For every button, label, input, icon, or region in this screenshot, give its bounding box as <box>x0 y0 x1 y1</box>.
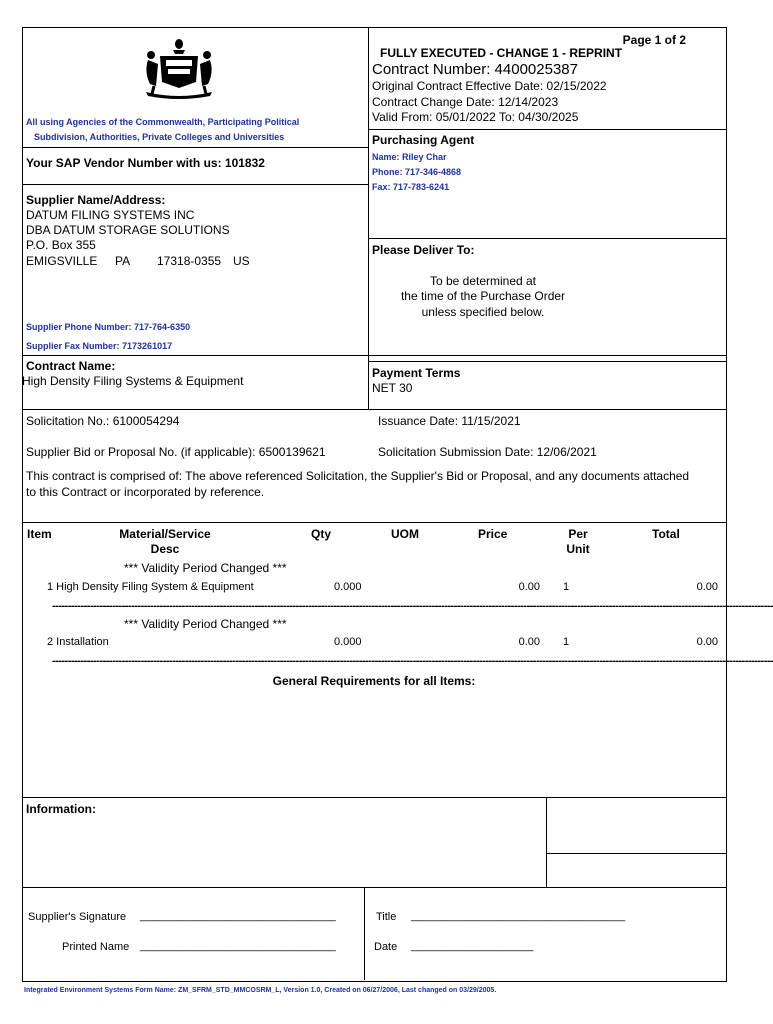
row-separator: ------------------------------------------------------------------------------------------------------------------------------------------------------------------------------------------------------------------------------------ <box>52 655 773 667</box>
comprised-line-1: This contract is comprised of: The above referenced Solicitation, the Supplier's Bid or Proposal, and any documents attached <box>26 469 690 483</box>
rule <box>22 522 726 523</box>
agencies-line-2: Subdivision, Authorities, Private Colleges and Universities <box>34 132 285 142</box>
rule <box>368 129 726 130</box>
date-label: Date <box>374 941 398 953</box>
form-footer: Integrated Environment Systems Form Name: ZM_SFRM_STD_MMCOSRM_L, Version 1.0, Created on 06/27/2006, Last changed on 03/29/2005. <box>24 987 497 994</box>
rule <box>22 409 726 410</box>
col-item: Item <box>27 527 52 541</box>
sap-vendor-number: Your SAP Vendor Number with us: 101832 <box>26 156 265 170</box>
issuance-date: Issuance Date: 11/15/2021 <box>378 414 521 428</box>
seal-icon <box>140 38 218 100</box>
agencies-line-1: All using Agencies of the Commonwealth, Participating Political <box>26 117 300 127</box>
col-price: Price <box>478 527 508 541</box>
information-heading: Information: <box>26 802 96 816</box>
row-total: 0.00 <box>696 636 718 648</box>
col-qty: Qty <box>311 527 332 541</box>
printed-name-line[interactable]: ________________________________ <box>140 940 336 952</box>
row-desc: 1 High Density Filing System & Equipment <box>47 581 254 593</box>
solicitation-number: Solicitation No.: 6100054294 <box>26 414 180 428</box>
row-note: *** Validity Period Changed *** <box>124 561 287 575</box>
agent-fax: Fax: 717-783-6241 <box>372 182 450 192</box>
col-material: Material/Service <box>119 527 211 541</box>
title-label: Title <box>376 911 397 923</box>
agent-name: Name: Riley Char <box>372 152 447 162</box>
rule <box>22 797 726 798</box>
comprised-line-2: to this Contract or incorporated by reference. <box>26 485 265 499</box>
deliver-line-2: the time of the Purchase Order <box>400 289 566 303</box>
row-price: 0.00 <box>518 581 540 593</box>
header-divider <box>368 27 369 409</box>
supplier-zip: 17318-0355 <box>157 254 222 268</box>
row-qty: 0.000 <box>334 636 362 648</box>
rule <box>22 184 368 185</box>
row-total: 0.00 <box>696 581 718 593</box>
row-note: *** Validity Period Changed *** <box>124 617 287 631</box>
sig-divider <box>364 887 365 980</box>
deliver-line-3: unless specified below. <box>421 305 545 319</box>
page-indicator: Page 1 of 2 <box>622 33 686 47</box>
contract-status: FULLY EXECUTED - CHANGE 1 - REPRINT <box>380 46 623 60</box>
printed-name-label: Printed Name <box>62 941 130 953</box>
supplier-line-3: P.O. Box 355 <box>26 238 96 252</box>
col-unit: Unit <box>566 542 590 556</box>
supplier-state: PA <box>115 254 131 268</box>
contract-change-date: Contract Change Date: 12/14/2023 <box>372 95 559 109</box>
submission-date: Solicitation Submission Date: 12/06/2021 <box>378 445 597 459</box>
date-line[interactable]: ____________________ <box>411 940 534 952</box>
contract-name: High Density Filing Systems & Equipment <box>22 374 244 388</box>
row-separator: ------------------------------------------------------------------------------------------------------------------------------------------------------------------------------------------------------------------------------------ <box>52 600 773 612</box>
row-price: 0.00 <box>518 636 540 648</box>
col-per: Per <box>568 527 588 541</box>
deliver-line-1: To be determined at <box>429 274 537 288</box>
row-per: 1 <box>563 581 570 593</box>
supplier-line-1: DATUM FILING SYSTEMS INC <box>26 208 195 222</box>
supplier-signature-label: Supplier's Signature <box>28 911 127 923</box>
general-requirements: General Requirements for all Items: <box>272 674 476 688</box>
row-qty: 0.000 <box>334 581 362 593</box>
supplier-heading: Supplier Name/Address: <box>26 193 166 207</box>
supplier-line-2: DBA DATUM STORAGE SOLUTIONS <box>26 223 230 237</box>
purchasing-agent-heading: Purchasing Agent <box>372 133 475 147</box>
agent-phone: Phone: 717-346-4868 <box>372 167 462 177</box>
bid-proposal-number: Supplier Bid or Proposal No. (if applicable): 6500139621 <box>26 445 326 459</box>
rule <box>546 853 726 854</box>
row-desc: 2 Installation <box>47 636 109 648</box>
valid-dates: Valid From: 05/01/2022 To: 04/30/2025 <box>372 110 579 124</box>
title-line[interactable]: ___________________________________ <box>411 910 626 922</box>
rule <box>22 887 726 888</box>
col-desc: Desc <box>150 542 180 556</box>
row-per: 1 <box>563 636 570 648</box>
payment-terms: NET 30 <box>372 381 413 395</box>
original-effective-date: Original Contract Effective Date: 02/15/2022 <box>372 79 607 93</box>
rule <box>22 147 368 148</box>
contract-name-heading: Contract Name: <box>26 359 116 373</box>
supplier-signature-line[interactable]: ________________________________ <box>140 910 336 922</box>
deliver-heading: Please Deliver To: <box>372 243 475 257</box>
supplier-phone: Supplier Phone Number: 717-764-6350 <box>26 322 191 332</box>
rule <box>22 355 726 356</box>
col-uom: UOM <box>391 527 419 541</box>
contract-number: Contract Number: 4400025387 <box>372 61 578 78</box>
supplier-city: EMIGSVILLE <box>26 254 98 268</box>
supplier-country: US <box>233 254 250 268</box>
col-total: Total <box>652 527 680 541</box>
supplier-fax: Supplier Fax Number: 7173261017 <box>26 341 173 351</box>
rule <box>368 361 726 362</box>
payment-terms-heading: Payment Terms <box>372 366 461 380</box>
rule <box>368 238 726 239</box>
info-divider <box>546 797 547 887</box>
